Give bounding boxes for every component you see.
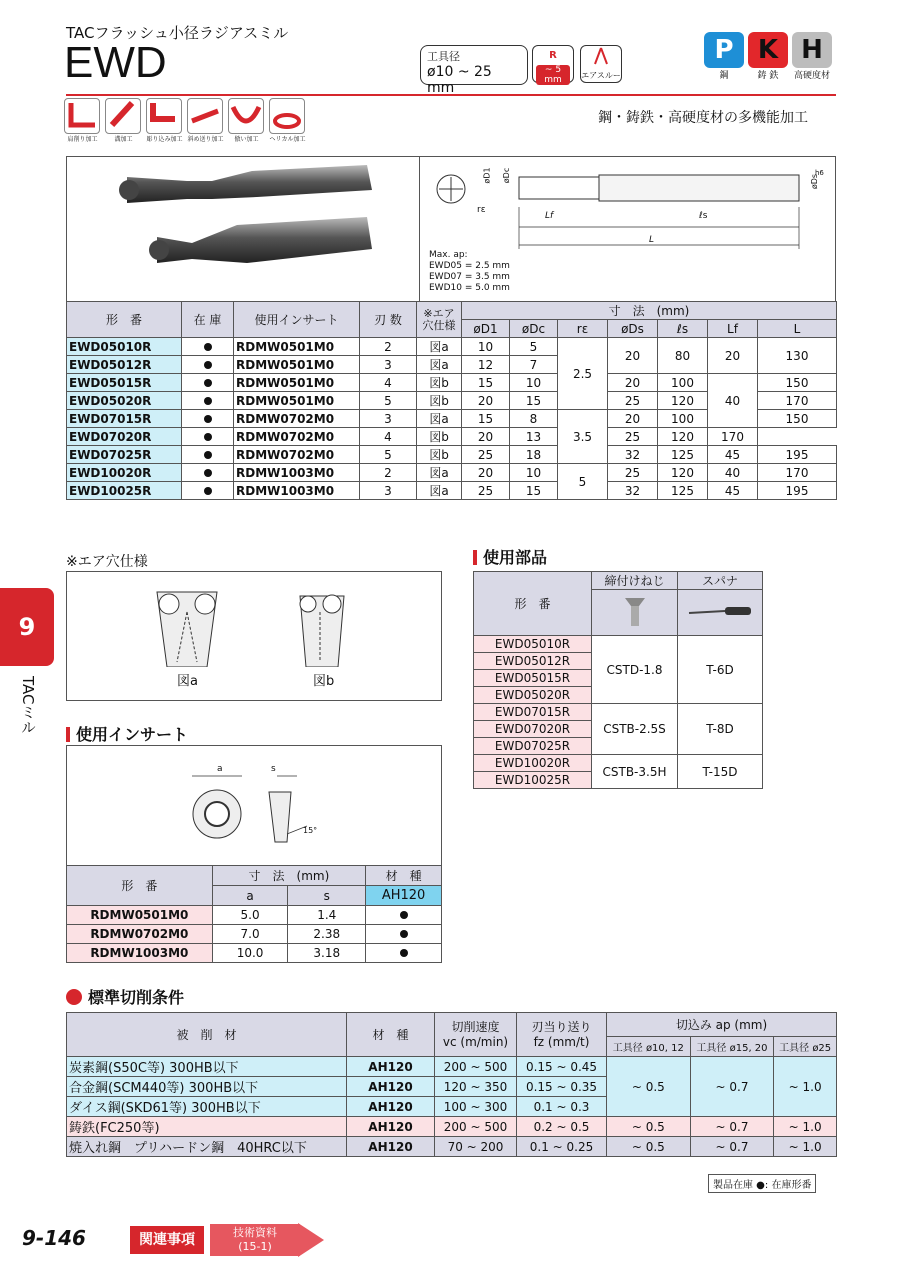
- model-cell: RDMW0501M0: [67, 906, 213, 925]
- stock-cell: [182, 356, 234, 374]
- grade-cell: AH120: [347, 1117, 435, 1137]
- table-row: [67, 446, 837, 464]
- table-row: [474, 755, 763, 772]
- stock-cell: [366, 925, 442, 944]
- d1-cell: 10: [462, 338, 510, 356]
- col-flutes: 刃 数: [360, 302, 417, 338]
- a-cell: 7.0: [212, 925, 288, 944]
- lf-label: Lf: [545, 211, 554, 221]
- table-row: [67, 374, 837, 392]
- l-label: L: [649, 235, 655, 245]
- table-row: [67, 1057, 837, 1077]
- model-cell: EWD07020R: [474, 721, 592, 738]
- insert-drawing: [187, 764, 347, 854]
- ls-cell: 120: [658, 428, 708, 446]
- ds-cell: 25: [608, 392, 658, 410]
- tech-reference-link[interactable]: [210, 1224, 300, 1256]
- col-ds: øDs: [608, 320, 658, 338]
- vc-cell: 100 ~ 300: [435, 1097, 517, 1117]
- air-cell: 図b: [417, 374, 462, 392]
- air-fig-a: [147, 582, 227, 667]
- fz-cell: 0.1 ~ 0.3: [517, 1097, 607, 1117]
- air-fig-b: [292, 582, 352, 667]
- table-row: [67, 1137, 837, 1157]
- operation-ramping: [187, 98, 224, 143]
- col-work: 被 削 材: [67, 1013, 347, 1057]
- operation-label: 肩削り加工: [67, 136, 98, 143]
- col-model: 形 番: [67, 302, 182, 338]
- ds-label: øDs: [810, 173, 820, 190]
- d1-cell: 20: [462, 464, 510, 482]
- col-wrench: スパナ: [678, 572, 763, 590]
- l-cell: 170: [758, 392, 837, 410]
- l-cell: 170: [708, 428, 758, 446]
- col-s: s: [288, 886, 366, 906]
- table-row: [67, 944, 442, 963]
- material-label: 鋼: [719, 71, 729, 81]
- screw-cell: CSTB-2.5S: [592, 704, 678, 755]
- stock-cell: [182, 410, 234, 428]
- ds-cell: 20: [608, 374, 658, 392]
- ap1-cell: ~ 0.5: [607, 1057, 691, 1117]
- stock-cell: [366, 906, 442, 925]
- parts-section-title: 使用部品: [473, 545, 547, 568]
- dc-cell: 7: [510, 356, 558, 374]
- ap1-cell: ~ 0.5: [607, 1117, 691, 1137]
- dc-cell: 18: [510, 446, 558, 464]
- cutting-section-title: [66, 985, 184, 1008]
- d1-label: øD1: [482, 167, 492, 184]
- d1-cell: 20: [462, 392, 510, 410]
- in-stock-icon: [400, 930, 408, 938]
- col-stock: 在 庫: [182, 302, 234, 338]
- col-ap3: 工具径 ø25: [774, 1037, 837, 1057]
- col-fz: [517, 1013, 607, 1057]
- material-label: 高硬度材: [793, 71, 830, 81]
- ds-cell: 25: [608, 464, 658, 482]
- col-ap: 切込み ap (mm): [607, 1013, 837, 1037]
- s-cell: 1.4: [288, 906, 366, 925]
- max-ap-note: [429, 250, 510, 294]
- col-dc: øDc: [510, 320, 558, 338]
- ap3-cell: ~ 1.0: [774, 1137, 837, 1157]
- grade-cell: AH120: [347, 1057, 435, 1077]
- l-cell: 170: [758, 464, 837, 482]
- operation-helical: [269, 98, 306, 143]
- model-cell: EWD05012R: [67, 356, 182, 374]
- model-cell: EWD07025R: [67, 446, 182, 464]
- lf-cell: 40: [708, 374, 758, 428]
- operation-label: 溝加工: [114, 136, 133, 143]
- insert-cell: RDMW0501M0: [234, 374, 360, 392]
- table-row: [67, 464, 837, 482]
- diameter-range: ø10 ~ 25 mm: [427, 64, 492, 96]
- material-k: [748, 32, 788, 81]
- model-cell: EWD05015R: [474, 670, 592, 687]
- work-cell: 炭素鋼(S50C等) 300HB以下: [67, 1057, 347, 1077]
- stock-cell: [182, 374, 234, 392]
- ls-cell: 125: [658, 446, 708, 464]
- wrench-icon: [678, 590, 763, 636]
- related-button[interactable]: 関連事項: [130, 1226, 204, 1254]
- insert-section-title: 使用インサート: [66, 722, 188, 745]
- model-cell: RDMW0702M0: [67, 925, 213, 944]
- insert-cell: RDMW0501M0: [234, 392, 360, 410]
- ramping-icon: [187, 98, 223, 134]
- air-cell: 図a: [417, 464, 462, 482]
- description: 鋼・鋳鉄・高硬度材の多機能加工: [598, 110, 808, 126]
- operation-pocket: [146, 98, 183, 143]
- diameter-label: 工具径: [427, 50, 460, 63]
- parts-table: [473, 571, 763, 789]
- air-cell: 図b: [417, 446, 462, 464]
- air-cell: 図a: [417, 356, 462, 374]
- page-number: 9-146: [22, 1226, 86, 1250]
- dc-cell: 15: [510, 482, 558, 500]
- model-cell: EWD05010R: [474, 636, 592, 653]
- col-re: rε: [558, 320, 608, 338]
- material-badges: [704, 32, 832, 81]
- table-row: [67, 1117, 837, 1137]
- d1-cell: 15: [462, 410, 510, 428]
- in-stock-icon: [204, 469, 212, 477]
- model-cell: EWD05010R: [67, 338, 182, 356]
- col-grade: 材 種: [366, 866, 442, 886]
- model-cell: EWD10020R: [474, 755, 592, 772]
- stock-legend: 製品在庫 ●: 在庫形番: [708, 1174, 816, 1193]
- in-stock-icon: [204, 451, 212, 459]
- ls-cell: 80: [658, 338, 708, 374]
- material-letter: K: [748, 32, 788, 68]
- dc-cell: 10: [510, 374, 558, 392]
- screw-icon: [592, 590, 678, 636]
- subtitle: TACフラッシュ小径ラジアスミル: [66, 24, 289, 42]
- air-through-label: エアスルー: [581, 71, 621, 80]
- dc-cell: 5: [510, 338, 558, 356]
- model-cell: EWD05015R: [67, 374, 182, 392]
- h6-label: h6: [815, 169, 824, 177]
- col-vc: [435, 1013, 517, 1057]
- l-cell: 195: [758, 446, 837, 464]
- col-l: L: [758, 320, 837, 338]
- insert-s-label: s: [271, 764, 276, 774]
- table-row: [67, 906, 442, 925]
- stock-cell: [366, 944, 442, 963]
- material-label: 鋳 鉄: [757, 71, 779, 81]
- tool-photo: [117, 165, 387, 295]
- model-cell: EWD10020R: [67, 464, 182, 482]
- vc-cell: 70 ~ 200: [435, 1137, 517, 1157]
- ls-cell: 125: [658, 482, 708, 500]
- fz-cell: 0.15 ~ 0.35: [517, 1077, 607, 1097]
- ds-cell: 32: [608, 446, 658, 464]
- dc-cell: 10: [510, 464, 558, 482]
- ls-cell: 100: [658, 374, 708, 392]
- ls-cell: 100: [658, 410, 708, 428]
- flutes-cell: 2: [360, 464, 417, 482]
- table-row: [474, 704, 763, 721]
- max-ap-line: EWD10 = 5.0 mm: [429, 283, 510, 293]
- d1-cell: 20: [462, 428, 510, 446]
- chapter-label: TACミル: [19, 676, 37, 735]
- stock-cell: [182, 428, 234, 446]
- radius-value: ~ 5 mm: [536, 65, 570, 85]
- lf-cell: 45: [708, 482, 758, 500]
- col-insert: 使用インサート: [234, 302, 360, 338]
- wrench-cell: T-6D: [678, 636, 763, 704]
- bullet-icon: [66, 989, 82, 1005]
- radius-badge: [532, 45, 574, 83]
- lf-cell: 45: [708, 446, 758, 464]
- tech-ref: (15-1): [238, 1240, 272, 1253]
- stock-cell: [182, 338, 234, 356]
- table-row: [67, 925, 442, 944]
- operation-label: 倣い加工: [234, 136, 259, 143]
- spec-table: [66, 301, 837, 500]
- vc-unit: vc (m/min): [442, 1034, 509, 1049]
- helical-icon: [269, 98, 305, 134]
- col-model: 形 番: [67, 866, 213, 906]
- ls-label: ℓs: [699, 211, 708, 221]
- model-cell: EWD05012R: [474, 653, 592, 670]
- col-dims: 寸 法 (mm): [212, 866, 365, 886]
- model-cell: EWD07020R: [67, 428, 182, 446]
- ls-cell: 120: [658, 392, 708, 410]
- wrench-cell: T-15D: [678, 755, 763, 789]
- ap2-cell: ~ 0.7: [690, 1137, 774, 1157]
- flutes-cell: 2: [360, 338, 417, 356]
- model-cell: EWD05020R: [67, 392, 182, 410]
- in-stock-icon: [204, 379, 212, 387]
- a-cell: 5.0: [212, 906, 288, 925]
- insert-cell: RDMW0501M0: [234, 356, 360, 374]
- in-stock-icon: [400, 911, 408, 919]
- insert-a-label: a: [217, 764, 223, 774]
- col-ls: ℓs: [658, 320, 708, 338]
- insert-angle-label: 15°: [303, 826, 318, 835]
- re-cell: 3.5: [558, 410, 608, 464]
- col-screw: 締付けねじ: [592, 572, 678, 590]
- slot-icon: [105, 98, 141, 134]
- operation-shoulder: [64, 98, 101, 143]
- model-cell: EWD10025R: [474, 772, 592, 789]
- grade-cell: AH120: [347, 1077, 435, 1097]
- in-stock-icon: [204, 397, 212, 405]
- pocket-icon: [146, 98, 182, 134]
- operation-slot: [105, 98, 142, 143]
- air-cell: 図a: [417, 482, 462, 500]
- material-h: [792, 32, 832, 81]
- ap3-cell: ~ 1.0: [774, 1057, 837, 1117]
- fig-b-label: 図b: [313, 674, 335, 689]
- air-cell: 図b: [417, 392, 462, 410]
- d1-cell: 25: [462, 482, 510, 500]
- vc-cell: 200 ~ 500: [435, 1117, 517, 1137]
- in-stock-icon: [400, 949, 408, 957]
- ls-cell: 120: [658, 464, 708, 482]
- max-ap-line: EWD07 = 3.5 mm: [429, 272, 510, 282]
- col-d1: øD1: [462, 320, 510, 338]
- col-a: a: [212, 886, 288, 906]
- ap1-cell: ~ 0.5: [607, 1137, 691, 1157]
- model-cell: EWD07015R: [474, 704, 592, 721]
- tool-diameter-badge: [420, 45, 528, 96]
- ds-cell: 32: [608, 482, 658, 500]
- air-cell: 図a: [417, 410, 462, 428]
- air-through-badge: [580, 45, 622, 83]
- model-cell: RDMW1003M0: [67, 944, 213, 963]
- arrow-icon[interactable]: [298, 1221, 326, 1259]
- screw-cell: CSTB-3.5H: [592, 755, 678, 789]
- stock-cell: [182, 446, 234, 464]
- lf-cell: 40: [708, 464, 758, 482]
- col-ah120: AH120: [366, 886, 442, 906]
- work-cell: 合金鋼(SCM440等) 300HB以下: [67, 1077, 347, 1097]
- air-cell: 図b: [417, 428, 462, 446]
- in-stock-icon: [204, 361, 212, 369]
- flutes-cell: 3: [360, 482, 417, 500]
- col-grade: 材 種: [347, 1013, 435, 1057]
- d1-cell: 15: [462, 374, 510, 392]
- ap2-cell: ~ 0.7: [690, 1057, 774, 1117]
- ds-cell: 20: [608, 338, 658, 374]
- air-through-icon: [591, 46, 611, 66]
- col-model: 形 番: [474, 572, 592, 636]
- dc-cell: 15: [510, 392, 558, 410]
- air-cell: 図a: [417, 338, 462, 356]
- col-ap1: 工具径 ø10, 12: [607, 1037, 691, 1057]
- col-lf: Lf: [708, 320, 758, 338]
- wrench-cell: T-8D: [678, 704, 763, 755]
- operation-label: ヘリカル加工: [269, 136, 306, 143]
- dc-cell: 8: [510, 410, 558, 428]
- ap2-cell: ~ 0.7: [690, 1117, 774, 1137]
- flutes-cell: 4: [360, 374, 417, 392]
- in-stock-icon: [204, 433, 212, 441]
- table-row: [67, 428, 837, 446]
- table-row: [67, 338, 837, 356]
- table-row: [67, 482, 837, 500]
- insert-cell: RDMW0702M0: [234, 428, 360, 446]
- radius-label: R: [549, 50, 557, 61]
- cutting-table: [66, 1012, 837, 1157]
- vc-cell: 120 ~ 350: [435, 1077, 517, 1097]
- fz-label: 刃当り送り: [531, 1019, 592, 1034]
- col-dims: 寸 法 (mm): [462, 302, 837, 320]
- l-cell: 130: [758, 338, 837, 374]
- dc-cell: 13: [510, 428, 558, 446]
- material-letter: P: [704, 32, 744, 68]
- fz-cell: 0.2 ~ 0.5: [517, 1117, 607, 1137]
- d1-cell: 12: [462, 356, 510, 374]
- page-title: EWD: [64, 38, 167, 87]
- l-cell: 150: [758, 374, 837, 392]
- tech-label: 技術資料: [233, 1226, 277, 1239]
- col-ap2: 工具径 ø15, 20: [690, 1037, 774, 1057]
- insert-cell: RDMW0702M0: [234, 446, 360, 464]
- grade-cell: AH120: [347, 1097, 435, 1117]
- stock-cell: [182, 482, 234, 500]
- in-stock-icon: [204, 343, 212, 351]
- s-cell: 3.18: [288, 944, 366, 963]
- operation-icons: [64, 98, 306, 143]
- insert-cell: RDMW0501M0: [234, 338, 360, 356]
- air-spec-title: ※エア穴仕様: [66, 554, 148, 570]
- ds-cell: 20: [608, 410, 658, 428]
- screw-cell: CSTD-1.8: [592, 636, 678, 704]
- max-ap-title: Max. ap:: [429, 250, 468, 260]
- vc-cell: 200 ~ 500: [435, 1057, 517, 1077]
- air-spec-box: [66, 571, 442, 701]
- in-stock-icon: [204, 415, 212, 423]
- model-cell: EWD07025R: [474, 738, 592, 755]
- re-cell: 5: [558, 464, 608, 500]
- l-cell: 150: [758, 410, 837, 428]
- tool-figure-box: [66, 156, 836, 302]
- d1-cell: 25: [462, 446, 510, 464]
- vc-label: 切削速度: [451, 1019, 500, 1034]
- table-row: [474, 636, 763, 653]
- fig-a-label: 図a: [177, 674, 198, 689]
- flutes-cell: 5: [360, 446, 417, 464]
- fz-cell: 0.15 ~ 0.45: [517, 1057, 607, 1077]
- insert-cell: RDMW1003M0: [234, 464, 360, 482]
- work-cell: ダイス鋼(SKD61等) 300HB以下: [67, 1097, 347, 1117]
- fz-unit: fz (mm/t): [533, 1034, 590, 1049]
- work-cell: 鋳鉄(FC250等): [67, 1117, 347, 1137]
- operation-copy: [228, 98, 265, 143]
- col-air: ※エア穴仕様: [417, 302, 462, 338]
- model-cell: EWD10025R: [67, 482, 182, 500]
- copy-icon: [228, 98, 264, 134]
- stock-cell: [182, 392, 234, 410]
- model-cell: EWD07015R: [67, 410, 182, 428]
- insert-figure-box: [66, 745, 442, 865]
- model-cell: EWD05020R: [474, 687, 592, 704]
- re-cell: 2.5: [558, 338, 608, 410]
- insert-table: [66, 865, 442, 963]
- operation-label: 斜め送り加工: [187, 136, 224, 143]
- flutes-cell: 3: [360, 410, 417, 428]
- chapter-tab: 9: [0, 588, 54, 666]
- fz-cell: 0.1 ~ 0.25: [517, 1137, 607, 1157]
- l-cell: 195: [758, 482, 837, 500]
- operation-label: 彫り込み加工: [146, 136, 183, 143]
- shoulder-icon: [64, 98, 100, 134]
- ds-cell: 25: [608, 428, 658, 446]
- ap3-cell: ~ 1.0: [774, 1117, 837, 1137]
- flutes-cell: 3: [360, 356, 417, 374]
- material-p: [704, 32, 744, 81]
- dc-label: øDc: [502, 167, 512, 184]
- material-letter: H: [792, 32, 832, 68]
- lf-cell: 20: [708, 338, 758, 374]
- grade-cell: AH120: [347, 1137, 435, 1157]
- in-stock-icon: [204, 487, 212, 495]
- s-cell: 2.38: [288, 925, 366, 944]
- flutes-cell: 4: [360, 428, 417, 446]
- stock-cell: [182, 464, 234, 482]
- insert-cell: RDMW1003M0: [234, 482, 360, 500]
- re-label: rε: [477, 205, 486, 215]
- flutes-cell: 5: [360, 392, 417, 410]
- a-cell: 10.0: [212, 944, 288, 963]
- insert-cell: RDMW0702M0: [234, 410, 360, 428]
- work-cell: 焼入れ鋼 プリハードン鋼 40HRC以下: [67, 1137, 347, 1157]
- cutting-title-text: 標準切削条件: [88, 988, 185, 1007]
- max-ap-line: EWD05 = 2.5 mm: [429, 261, 510, 271]
